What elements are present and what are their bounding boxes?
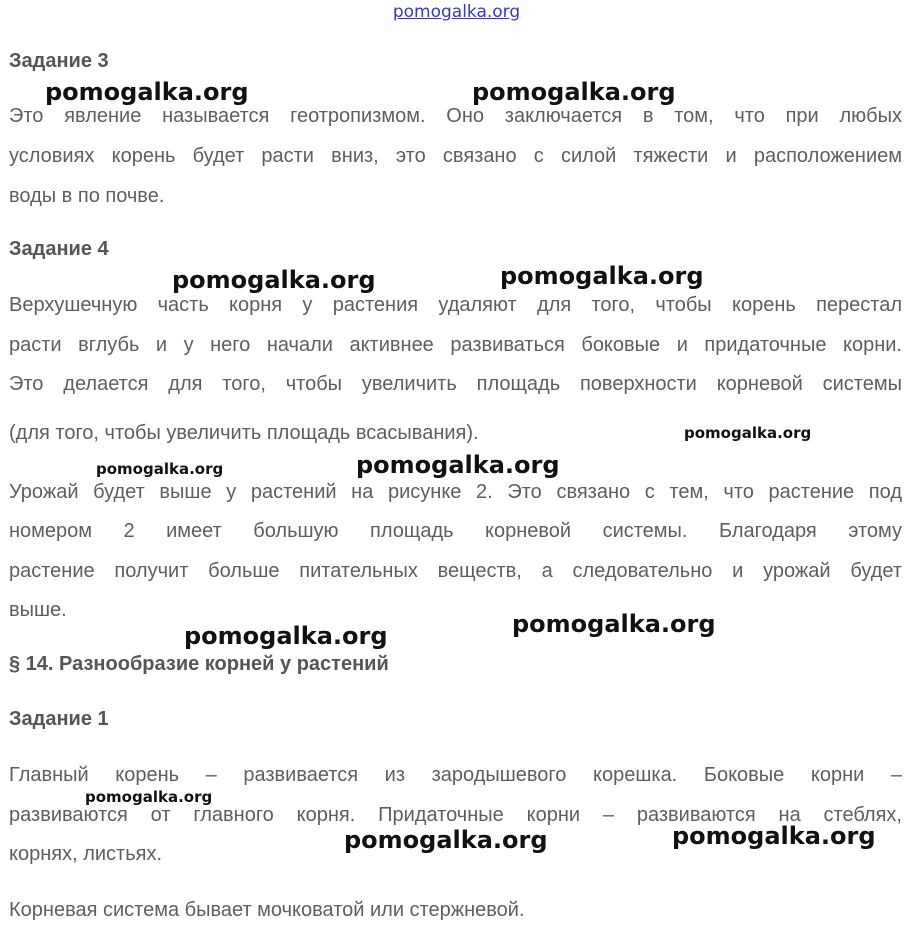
task4-heading: Задание 4 [9,238,109,260]
watermark: pomogalka.org [344,826,548,854]
task4-p1-line-3: Это делается для того, чтобы увеличить площадь поверхности корневой системы [9,373,902,395]
watermark: pomogalka.org [45,78,249,106]
task1-heading: Задание 1 [9,708,109,730]
task1-p1-line-3: корнях, листьях. [9,843,163,865]
watermark: pomogalka.org [672,822,876,850]
task4-p2-line-3: растение получит больше питательных веществ, а следовательно и урожай будет [9,560,902,582]
task3-line-2: условиях корень будет расти вниз, это связано с силой тяжести и расположением [9,145,902,167]
task4-p2-line-4: выше. [9,599,67,621]
watermark: pomogalka.org [172,266,376,294]
task3-heading: Задание 3 [9,50,109,72]
task4-p2-line-2: номером 2 имеет большую площадь корневой системы. Благодаря этому [9,520,902,542]
watermark: pomogalka.org [184,622,388,650]
watermark: pomogalka.org [512,610,716,638]
watermark: pomogalka.org [356,451,560,479]
task3-line-1: Это явление называется геотропизмом. Оно заключается в том, что при любых [9,105,902,127]
watermark: pomogalka.org [96,460,224,478]
task4-p2-line-1: Урожай будет выше у растений на рисунке 2. Это связано с тем, что растение под [9,481,902,503]
task1-p1-line-1: Главный корень – развивается из зародышевого корешка. Боковые корни – [9,764,902,786]
watermark: pomogalka.org [472,78,676,106]
watermark: pomogalka.org [684,424,812,442]
task4-p1-line-1: Верхушечную часть корня у растения удаляют для того, чтобы корень перестал [9,294,902,316]
paragraph14-heading: § 14. Разнообразие корней у растений [9,653,389,675]
task1-p1-line-2: развиваются от главного корня. Придаточные корни – развиваются на стеблях, [9,804,902,826]
watermark: pomogalka.org [85,788,213,806]
site-link[interactable]: pomogalka.org [392,2,521,22]
task4-p1-line-2: расти вглубь и у него начали активнее развиваться боковые и придаточные корни. [9,334,902,356]
watermark: pomogalka.org [500,262,704,290]
task3-line-3: воды в по почве. [9,185,165,207]
task1-p2-line-1: Корневая система бывает мочковатой или стержневой. [9,899,525,921]
task4-p1-line-4: (для того, чтобы увеличить площадь всасывания). [9,422,479,444]
